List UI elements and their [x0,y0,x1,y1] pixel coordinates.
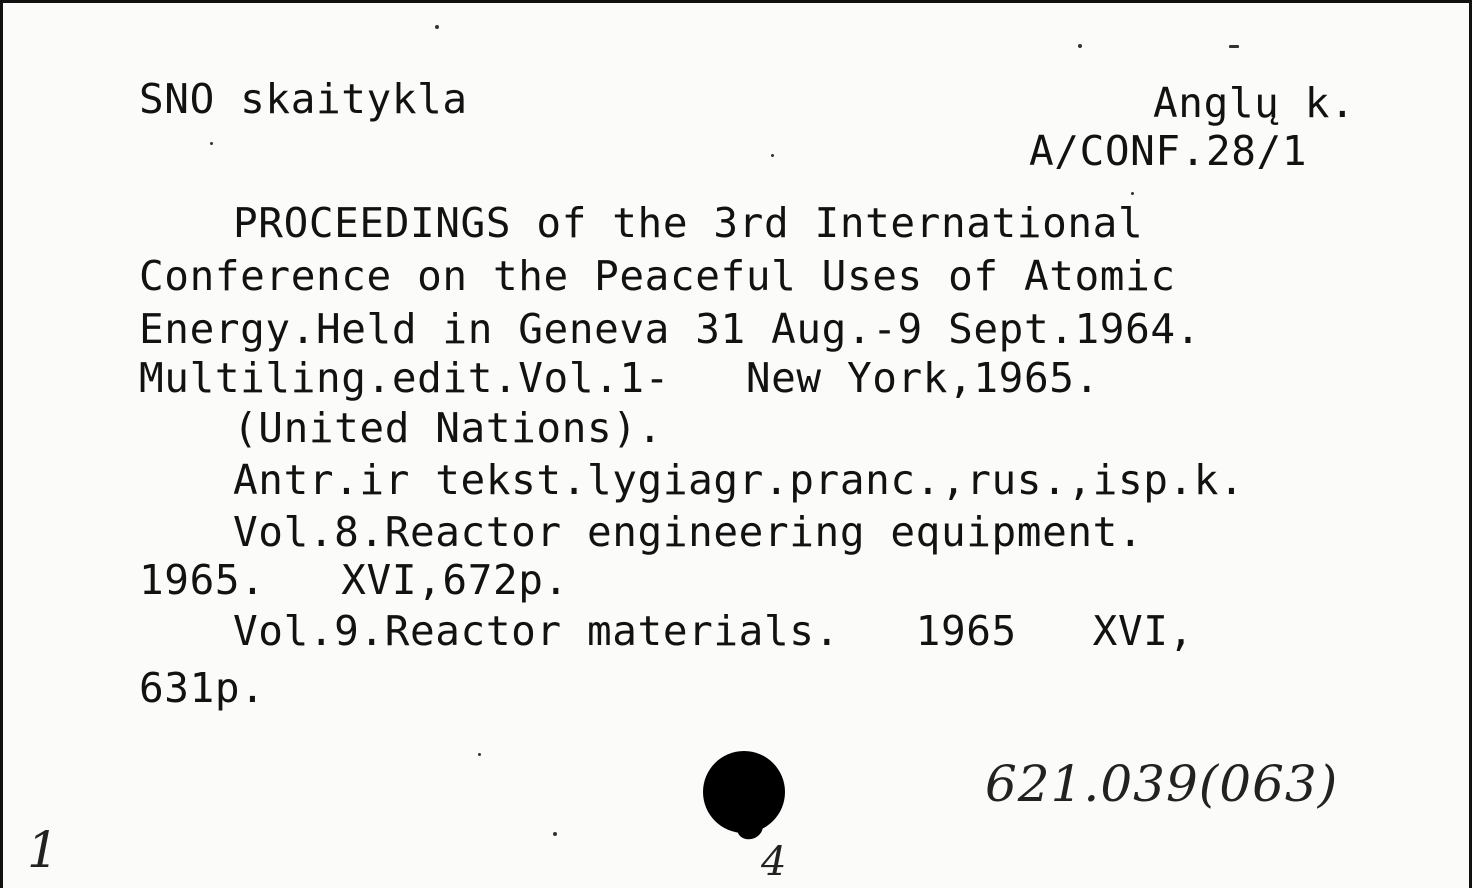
body-line-2: Conference on the Peaceful Uses of Atomic [139,252,1176,300]
speck [1131,192,1134,195]
document-symbol: A/CONF.28/1 [1029,127,1308,175]
library-name: SNO skaitykla [139,75,468,123]
body-line-1: PROCEEDINGS of the 3rd International [233,199,1144,247]
handwritten-classification: 621.039(063) [985,755,1339,813]
body-line-9: Vol.9.Reactor materials. 1965 XVI, [233,607,1194,655]
speck [771,154,774,157]
speck [435,25,439,29]
body-line-10: 631p. [139,664,266,712]
body-line-8: 1965. XVI,672p. [139,556,569,604]
handwritten-card-number: 1 [27,821,59,879]
speck [1229,45,1239,48]
speck [210,142,213,145]
body-line-5: (United Nations). [233,404,663,452]
speck [1078,44,1082,48]
speck [553,832,557,836]
handwritten-mark: 4 [761,839,787,885]
body-line-3: Energy.Held in Geneva 31 Aug.-9 Sept.1964. [139,305,1201,353]
body-line-7: Vol.8.Reactor engineering equipment. [233,508,1144,556]
language-label: Anglų k. [1153,79,1356,127]
speck [478,753,481,756]
punch-hole [703,751,785,833]
body-line-6: Antr.ir tekst.lygiagr.pranc.,rus.,isp.k. [233,456,1245,504]
body-line-4: Multiling.edit.Vol.1- New York,1965. [139,354,1100,402]
